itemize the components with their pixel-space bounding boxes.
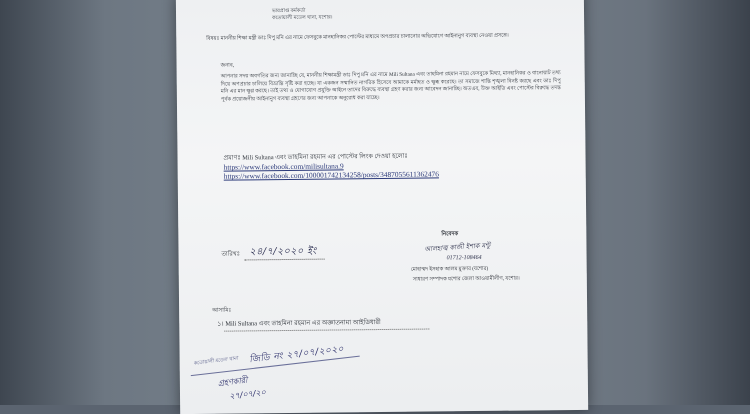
police-receipt-stamp <box>185 335 391 414</box>
salutation: জনাব, <box>220 62 235 69</box>
stamp-receiver: গ্রহণকারী <box>217 375 248 389</box>
letter-subject: বিষয়ঃ মাননীয় শিক্ষা মন্ত্রী ডাঃ দিপু মনি এর নামে ফেসবুকে মানহানিকর পোস্টের মাধ্যমে অপপ্রচার চালানোর অভিযোগে আইনানুগ ব্যবস্থা নেওয়া প্রসঙ্গে। <box>206 32 509 42</box>
address-line: ভারপ্রাপ্ত কর্মকর্তা <box>271 8 306 15</box>
stamp-date: ২৭/০৭/২০ <box>228 387 267 401</box>
facebook-profile-link[interactable]: https://www.facebook.com/milisultana.9 <box>223 161 344 172</box>
letter-body <box>221 70 561 104</box>
accused-underline <box>224 329 429 332</box>
handwritten-date: ২৪/৭/২০২০ ইং <box>249 245 317 258</box>
accused-label: আসামিঃ <box>212 307 232 314</box>
handwritten-phone: 01712-108464 <box>446 254 482 262</box>
accused-entry: ১। Mili Sultana এবং তাহমিনা রহমান এর অজ্ঞাতনামা আইডিধারী <box>217 319 381 328</box>
complaint-letter <box>176 0 588 414</box>
stamp-received: জিডি নং ২৭/০৭/২০২০ <box>248 344 345 366</box>
signatory-name: মোহাম্মদ ইসহাক আলম মুক্তার (যশোর) <box>410 265 489 273</box>
handwritten-signature: আলহাজ্ব কাজী ইশাক মন্টু <box>424 241 491 254</box>
evidence-label: প্রমাণঃ Mili Sultana এবং তাহমিনা রহমান এর পোস্টের লিংক দেওয়া হলোঃ <box>223 152 408 162</box>
address-line: কতোয়ালী মডেল থানা, যশোর। <box>272 15 333 22</box>
evidence-section <box>223 150 553 181</box>
recipient-address <box>272 8 333 23</box>
date-underline <box>245 259 325 261</box>
signatory-designation: সাধারণ সম্পাদক যশোর জেলা আওয়ামীলীগ, যশোর। <box>412 275 520 283</box>
signature-label: নিবেদক <box>441 231 459 238</box>
stamp-header: কতোয়ালী মডেল থানা <box>193 355 239 367</box>
body-paragraph: আপনার সদয় অবগতির জন্য জানাচ্ছি যে, মাননীয় শিক্ষামন্ত্রী ডাঃ দিপু মনি এর নামে Mili Sultana এবং তাহমিনা রহমান নামে ফেসবুকে মিথ্যা, মানহানিকর ও বানোয়াট তথ্য দিয়ে অপপ্রচার চালিয়ে বিভ্রান্তি সৃষ্টি করা হচ্ছে। যা একজন সম্মানিত নাগরিক হিসেবে আমাকে মর্মাহত ও ক্ষুব্ধ করেছে। তা সমাজে শান্তি শৃঙ্খলা বিনষ্ট করছে এবং ডাঃ দিপু মনি এর মান ক্ষুণ্ণ করছে। তাই তথ্য ও যোগাযোগ প্রযুক্তি আইনে তাদের বিরুদ্ধে ব্যবস্থা গ্রহণ করার জন্য আবেদন জানাচ্ছি। অতএব, উক্ত আইডি এবং পোস্টের বিরুদ্ধে তদন্ত পূর্বক প্রয়োজনীয় আইনানুগ ব্যবস্থা গ্রহণের জন্য আপনাকে অনুরোধ করা যাচ্ছে। <box>220 70 561 103</box>
date-label: তারিখঃ <box>221 251 240 258</box>
facebook-post-link[interactable]: https://www.facebook.com/100001742134258/posts/3487055611362476 <box>223 169 439 182</box>
